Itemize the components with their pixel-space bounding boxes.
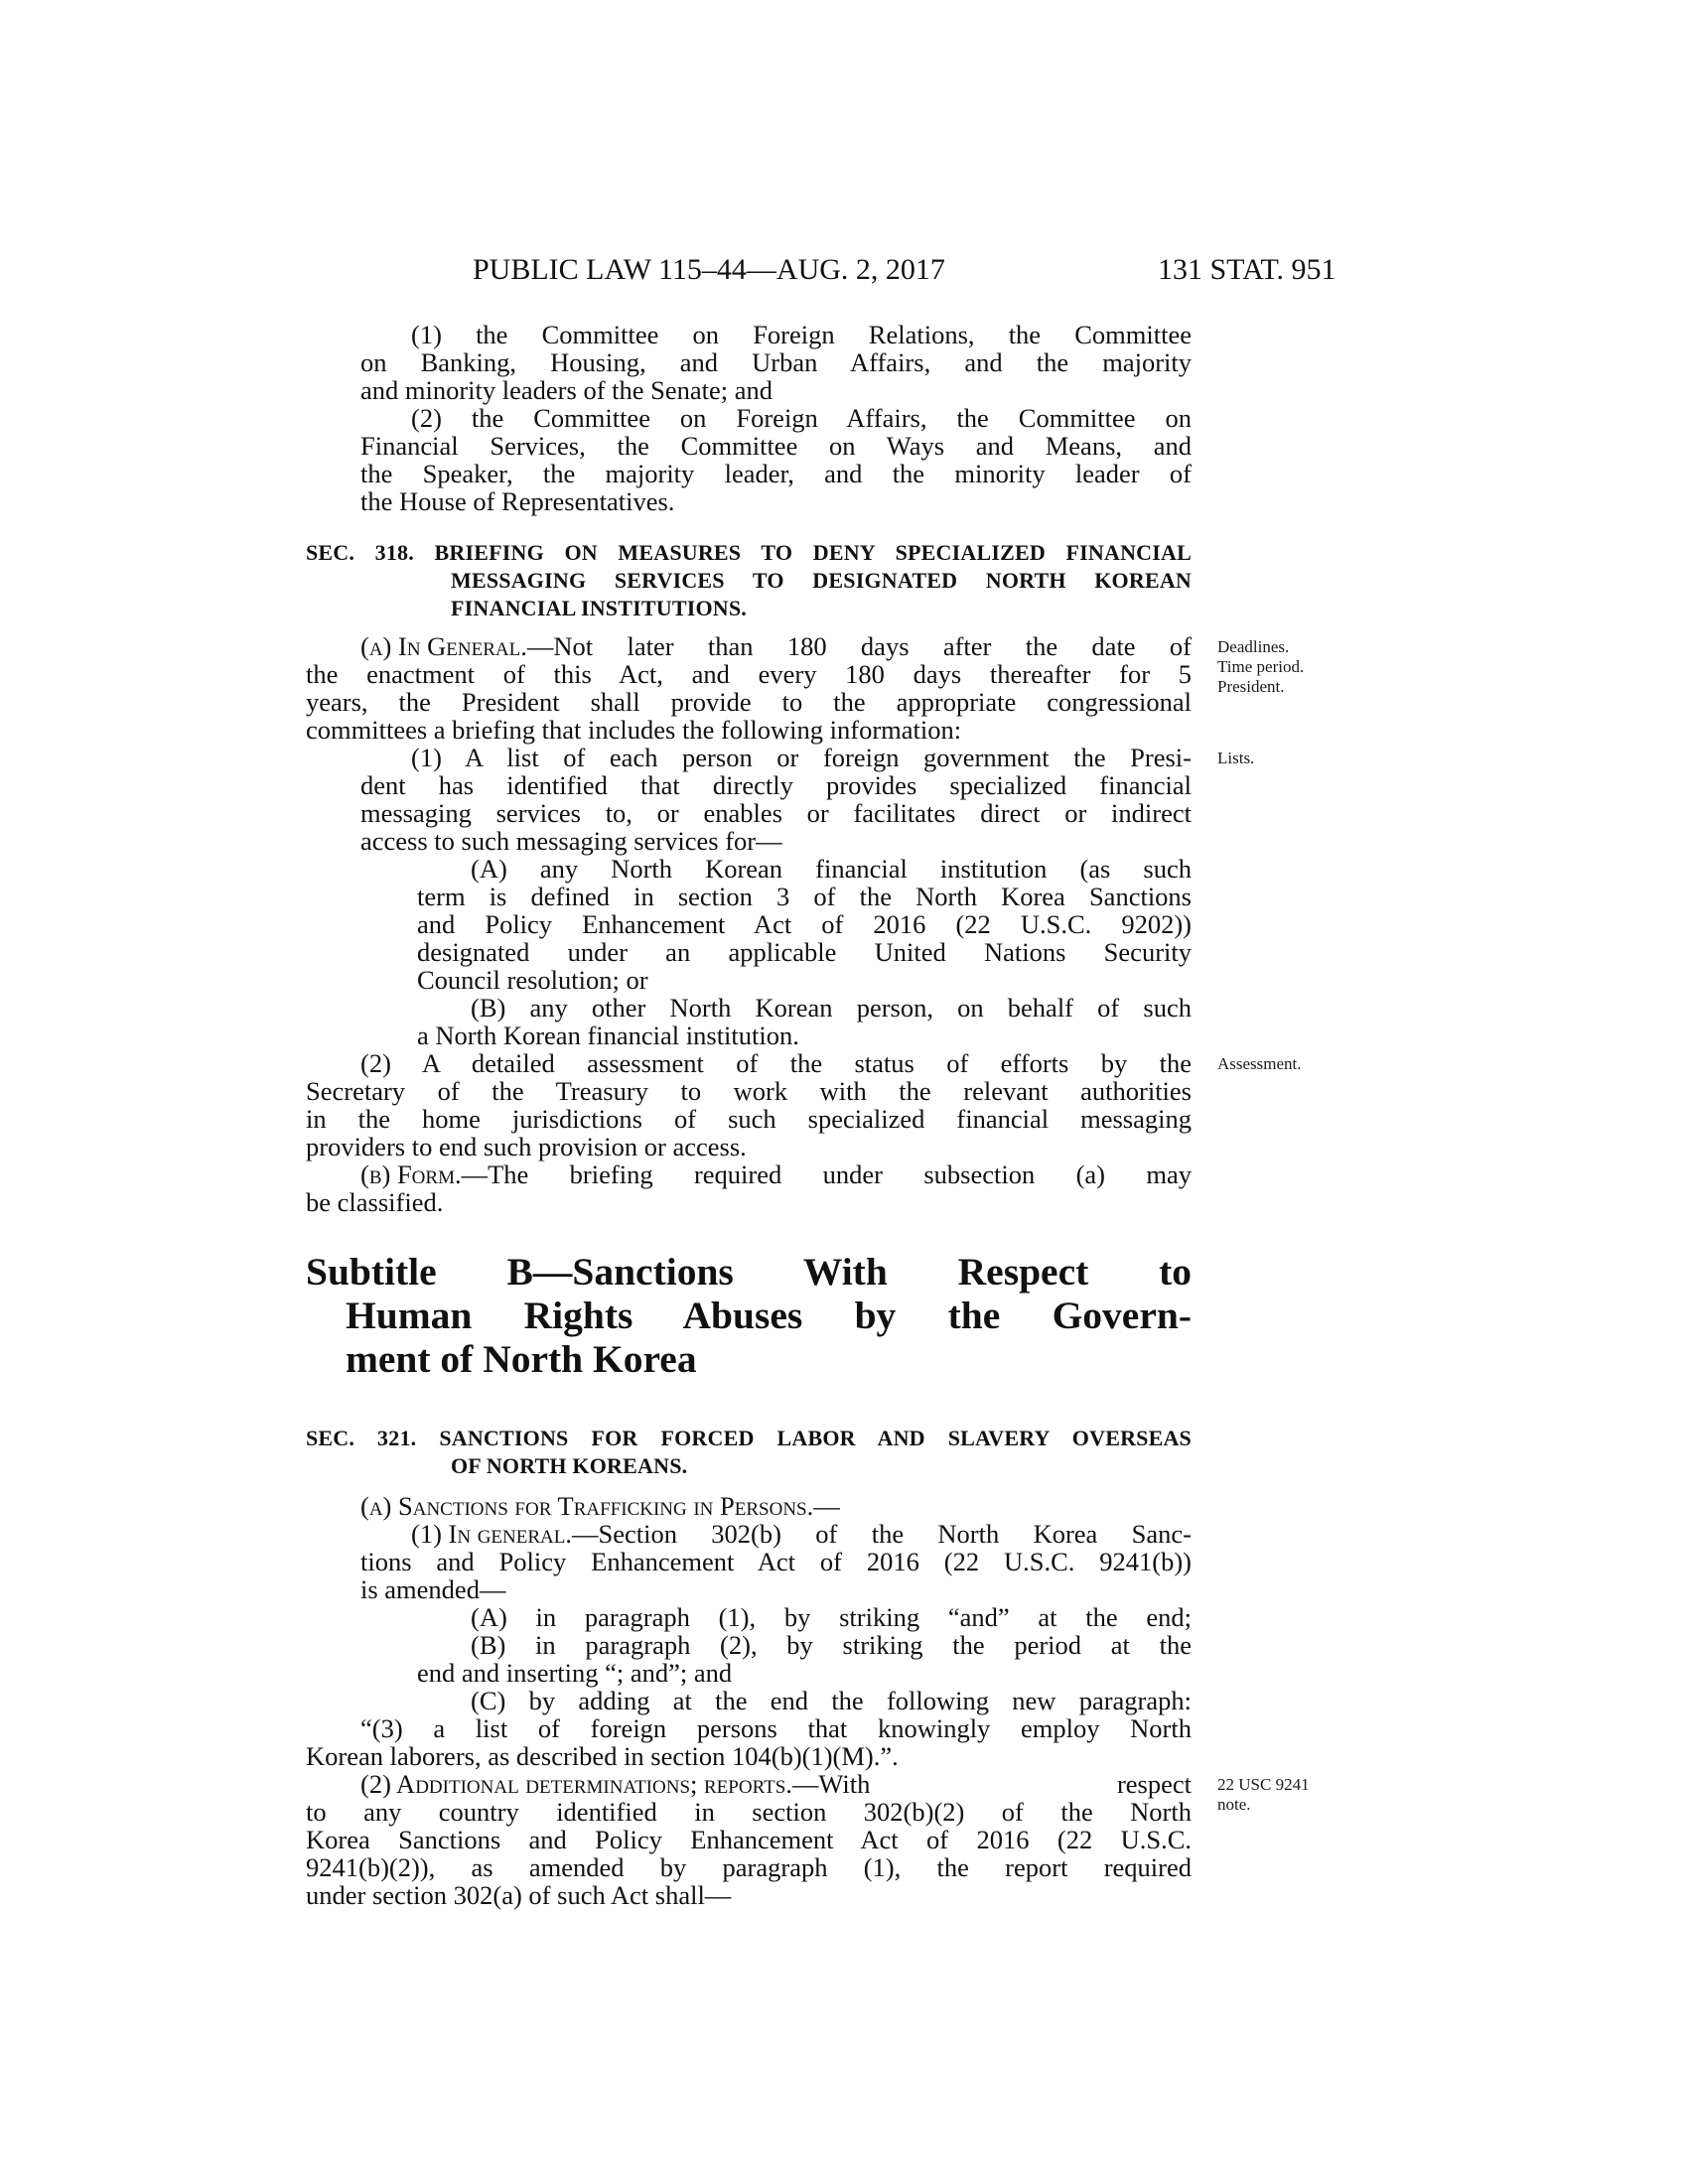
paragraph-label: (2) Additional determinations; reports.	[360, 1769, 792, 1799]
text-line: (2) the Committee on Foreign Affairs, the Committee on	[411, 403, 1192, 433]
text-line: under section 302(a) of such Act shall—	[306, 1880, 732, 1910]
text-line: Korea Sanctions and Policy Enhancement Act of 2016 (22 U.S.C.	[306, 1825, 1192, 1854]
text-line: Korean laborers, as described in section 104(b)(1)(M).”.	[306, 1741, 899, 1771]
running-header-page: 131 STAT. 951	[1158, 253, 1336, 286]
margin-note: Deadlines.	[1217, 637, 1290, 656]
text-line: 9241(b)(2)), as amended by paragraph (1), the report required	[306, 1852, 1192, 1882]
text-line: term is defined in section 3 of the North Korea Sanctions	[417, 882, 1192, 911]
text-line: providers to end such provision or access.	[306, 1132, 747, 1161]
text-line: a North Korean financial institution.	[417, 1021, 799, 1050]
text-line: on Banking, Housing, and Urban Affairs, and the majority	[360, 347, 1192, 377]
text-line: access to such messaging services for—	[360, 826, 782, 856]
margin-note: note.	[1217, 1795, 1251, 1814]
margin-note: President.	[1217, 677, 1285, 696]
text-line: (A) any North Korean financial institution (as such	[471, 854, 1192, 884]
text-line: the House of Representatives.	[360, 486, 675, 516]
paragraph-line	[411, 1520, 1192, 1548]
text-line: Financial Services, the Committee on Ways and Means, and	[360, 431, 1192, 461]
text-line: —Not later than 180 days after the date of	[526, 631, 1192, 661]
subtitle-heading: ment of North Korea	[346, 1337, 697, 1381]
margin-note: Lists.	[1217, 749, 1255, 767]
text-line: (1) A list of each person or foreign government the Presi-	[411, 743, 1192, 772]
paragraph-line	[360, 1160, 1192, 1188]
paragraph-label: (1) In general.	[411, 1519, 572, 1549]
paragraph-line	[360, 1770, 1192, 1798]
section-heading: OF NORTH KOREANS.	[451, 1453, 688, 1478]
margin-note: Time period.	[1217, 657, 1305, 676]
section-heading: SEC. 321. SANCTIONS FOR FORCED LABOR AND SLAVERY OVERSEAS	[306, 1426, 1192, 1450]
text-line: be classified.	[306, 1187, 444, 1217]
section-heading: MESSAGING SERVICES TO DESIGNATED NORTH KOREAN	[451, 568, 1192, 593]
text-line: —The briefing required under subsection (a) may	[461, 1160, 1192, 1189]
text-line: “(3) a list of foreign persons that knowingly employ North	[360, 1713, 1192, 1743]
section-heading: SEC. 318. BRIEFING ON MEASURES TO DENY SPECIALIZED FINANCIAL	[306, 540, 1192, 565]
subtitle-heading: Human Rights Abuses by the Govern-	[346, 1294, 1192, 1337]
subsection-label: (b) Form.	[360, 1160, 462, 1189]
text-line: to any country identified in section 302(b)(2) of the North	[306, 1797, 1192, 1827]
text-line: (B) in paragraph (2), by striking the period at the	[471, 1630, 1192, 1660]
text-line: (C) by adding at the end the following new paragraph:	[471, 1686, 1192, 1715]
text-line: (B) any other North Korean person, on behalf of such	[471, 993, 1192, 1023]
subsection-heading: (a) Sanctions for Trafficking in Persons.—	[360, 1491, 840, 1521]
text-line: (A) in paragraph (1), by striking “and” at the end;	[471, 1602, 1192, 1632]
text-line: Council resolution; or	[417, 965, 648, 995]
margin-note: 22 USC 9241	[1217, 1775, 1310, 1794]
text-line: —Section 302(b) of the North Korea Sanc-	[571, 1519, 1192, 1549]
subsection-label: (a) In General.	[360, 631, 527, 661]
paragraph-line	[360, 632, 1192, 660]
margin-note: Assessment.	[1217, 1054, 1302, 1073]
text-line: the Speaker, the majority leader, and the minority leader of	[360, 459, 1192, 488]
text-line: designated under an applicable United Nations Security	[417, 937, 1192, 967]
text-line: Secretary of the Treasury to work with the relevant authorities	[306, 1076, 1192, 1106]
text-line: in the home jurisdictions of such specialized financial messaging	[306, 1104, 1192, 1134]
text-line: is amended—	[360, 1574, 506, 1604]
text-line: dent has identified that directly provides specialized financial	[360, 770, 1192, 800]
text-line: and minority leaders of the Senate; and	[360, 375, 774, 405]
text-line: messaging services to, or enables or facilitates direct or indirect	[360, 798, 1192, 828]
running-header-title: PUBLIC LAW 115–44—AUG. 2, 2017	[473, 253, 945, 286]
text-line: and Policy Enhancement Act of 2016 (22 U.S.C. 9202))	[417, 909, 1192, 939]
text-line: —With respect	[791, 1769, 1192, 1799]
text-line: tions and Policy Enhancement Act of 2016 (22 U.S.C. 9241(b))	[360, 1547, 1192, 1576]
section-heading: FINANCIAL INSTITUTIONS.	[451, 596, 748, 620]
text-line: committees a briefing that includes the following information:	[306, 715, 962, 745]
text-line: years, the President shall provide to the appropriate congressional	[306, 687, 1192, 717]
text-line: (1) the Committee on Foreign Relations, the Committee	[411, 320, 1192, 349]
subtitle-heading: Subtitle B—Sanctions With Respect to	[306, 1250, 1192, 1294]
text-line: end and inserting “; and”; and	[417, 1658, 733, 1688]
text-line: (2) A detailed assessment of the status of efforts by the	[360, 1048, 1192, 1078]
text-line: the enactment of this Act, and every 180 days thereafter for 5	[306, 659, 1192, 689]
